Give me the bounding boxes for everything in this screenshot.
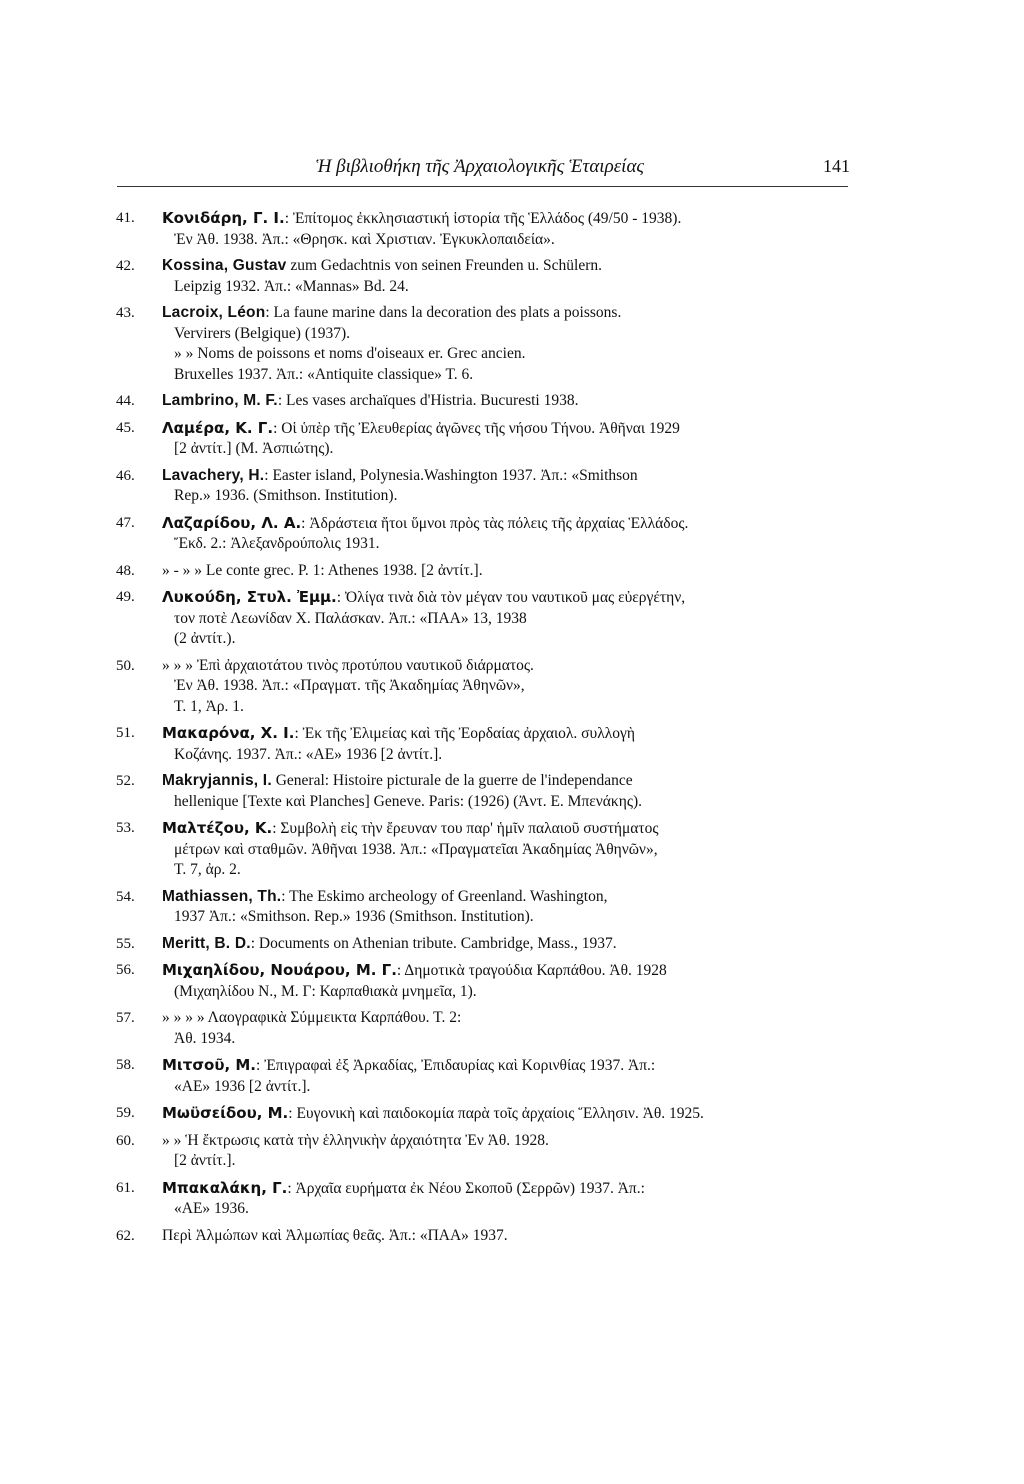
entry-text: τον ποτὲ Λεωνίδαν Χ. Παλάσκαν. Ἀπ.: «ΠΑΑ» 13, 1938 <box>174 609 527 627</box>
entry-first-line <box>116 1055 856 1077</box>
entry-text: » » Ἡ ἔκτρωσις κατὰ τὴν ἑλληνικὴν ἀρχαιότητα Ἐν Ἀθ. 1928. <box>162 1131 549 1149</box>
entry-author: Μακαρόνα, Χ. Ι. <box>162 724 295 742</box>
bibliography-entry <box>116 513 856 555</box>
bibliography-entry <box>116 208 856 250</box>
entry-text: : La faune marine dans la decoration des plats a poissons. <box>265 304 622 321</box>
entry-continuation-line <box>116 697 856 718</box>
entry-author: Λαμέρα, Κ. Γ. <box>162 418 274 437</box>
entry-text: «ΑΕ» 1936. <box>174 1200 249 1217</box>
entry-first-line <box>116 934 856 955</box>
entry-number: 48. <box>116 562 135 579</box>
entry-first-line <box>116 818 856 840</box>
entry-number: 41. <box>116 210 135 226</box>
entry-text: : Documents on Athenian tribute. Cambridge, Mass., 1937. <box>250 934 617 952</box>
entry-continuation-line <box>116 609 856 630</box>
entry-continuation-line <box>116 745 856 766</box>
entry-text: : Ἐκ τῆς Ἐλιμείας καὶ τῆς Ἐορδαίας ἀρχαιολ. συλλογὴ <box>294 725 635 742</box>
entry-text: » » » Ἐπὶ ἀρχαιοτάτου τινὸς προτύπου ναυτικοῦ διάρματος. <box>162 656 534 674</box>
entry-first-line <box>116 1131 856 1152</box>
entry-author: Makryjannis, I. <box>162 772 272 789</box>
bibliography-entry <box>116 256 856 297</box>
entry-text: : Δημοτικὰ τραγούδια Καρπάθου. Ἀθ. 1928 <box>396 962 667 979</box>
entry-text: [2 ἀντίτ.] (Μ. Ἀσπιώτης). <box>174 440 334 457</box>
entry-number: 58. <box>116 1057 135 1073</box>
entry-first-line <box>116 1103 856 1125</box>
bibliography-entry <box>116 303 856 385</box>
entry-text: Ἀθ. 1934. <box>174 1029 236 1047</box>
entry-continuation-line <box>116 1077 856 1098</box>
entry-text: : Les vases archaïques d'Histria. Bucuresti 1938. <box>277 392 579 409</box>
entry-text: Κοζάνης. 1937. Ἀπ.: «ΑΕ» 1936 [2 ἀντίτ.]. <box>174 745 443 763</box>
bibliography-entry <box>116 818 856 881</box>
entry-number: 51. <box>116 725 135 741</box>
entry-text: zum Gedachtnis von seinen Freunden u. Schülern. <box>286 257 602 274</box>
entry-first-line <box>116 656 856 677</box>
bibliography-entry <box>116 391 856 412</box>
bibliography-entry <box>116 1055 856 1097</box>
entry-number: 50. <box>116 657 135 674</box>
entry-first-line <box>116 723 856 745</box>
entry-continuation-line <box>116 629 856 650</box>
entry-author: Lacroix, Léon <box>162 304 266 321</box>
entry-first-line <box>116 887 856 908</box>
entry-continuation-line <box>116 907 856 928</box>
entry-text: «ΑΕ» 1936 [2 ἀντίτ.]. <box>174 1077 311 1095</box>
entry-text: : Easter island, Polynesia.Washington 1937. Ἀπ.: «Smithson <box>264 466 638 484</box>
entry-text: : Ευγονικὴ καὶ παιδοκομία παρὰ τοῖς ἀρχαίοις Ἕλλησιν. Ἀθ. 1925. <box>288 1105 704 1122</box>
entry-number: 57. <box>116 1010 135 1026</box>
entry-number: 52. <box>116 773 135 789</box>
entry-number: 53. <box>116 820 135 836</box>
entry-text: Τ. 7, ἀρ. 2. <box>174 861 241 878</box>
entry-text: (Μιχαηλίδου Ν., Μ. Γ: Καρπαθιακὰ μνημεῖα, 1). <box>174 982 477 1000</box>
bibliography-entry <box>116 723 856 765</box>
bibliography-entry <box>116 1178 856 1220</box>
entry-text: Περὶ Ἀλμώπων καὶ Ἀλμωπίας θεᾶς. Ἀπ.: «ΠΑΑ» 1937. <box>162 1226 508 1244</box>
entry-text: Ἔκδ. 2.: Ἀλεξανδρούπολις 1931. <box>174 535 380 552</box>
entry-text: hellenique [Texte καὶ Planches] Geneve. Paris: (1926) (Ἀντ. Ε. Μπενάκης). <box>174 792 643 810</box>
entry-continuation-line <box>116 982 856 1003</box>
bibliography-entry <box>116 1103 856 1125</box>
entry-number: 43. <box>116 305 135 321</box>
entry-continuation-line <box>116 1199 856 1220</box>
entry-number: 49. <box>116 589 135 605</box>
entry-text: : Ἐπιγραφαὶ ἐξ Ἀρκαδίας, Ἐπιδαυρίας καὶ Κορινθίας 1937. Ἀπ.: <box>256 1057 656 1074</box>
entry-first-line <box>116 513 856 535</box>
entry-first-line <box>116 1226 856 1247</box>
entry-text: : Ὀλίγα τινὰ διὰ τὸν μέγαν του ναυτικοῦ μας εὐεργέτην, <box>336 589 686 606</box>
entry-continuation-line <box>116 1029 856 1050</box>
entry-text: Rep.» 1936. (Smithson. Institution). <box>174 487 398 504</box>
entry-continuation-line <box>116 860 856 881</box>
entry-number: 59. <box>116 1105 135 1121</box>
entry-text: : Συμβολὴ εἰς τὴν ἔρευναν του παρ' ἡμῖν παλαιοῦ συστήματος <box>272 820 659 837</box>
entry-text: Τ. 1, Ἀρ. 1. <box>174 697 244 715</box>
bibliography-entry <box>116 1226 856 1247</box>
entry-text: » » » » Λαογραφικὰ Σύμμεικτα Καρπάθου. Τ. 2: <box>162 1009 462 1026</box>
entry-continuation-line <box>116 439 856 460</box>
entry-author: Μιτσοῦ, Μ. <box>162 1056 257 1074</box>
entry-author: Lambrino, M. F. <box>162 392 278 409</box>
entry-text: : Ἀρχαῖα ευρήματα ἐκ Νέου Σκοποῦ (Σερρῶν) 1937. Ἀπ.: <box>287 1179 645 1197</box>
bibliography-entry <box>116 934 856 955</box>
entry-first-line <box>116 466 856 487</box>
entry-number: 42. <box>116 258 135 274</box>
entry-author: Μπακαλάκη, Γ. <box>162 1178 288 1197</box>
bibliography-list <box>116 208 856 1252</box>
bibliography-entry <box>116 887 856 928</box>
entry-number: 45. <box>116 419 135 436</box>
entry-text: Leipzig 1932. Ἀπ.: «Mannas» Bd. 24. <box>174 277 409 295</box>
running-header: Ἡ βιβλιοθήκη τῆς Ἀρχαιολογικῆς Ἑταιρείας <box>315 156 645 177</box>
entry-continuation-line <box>116 534 856 555</box>
entry-continuation-line <box>116 792 856 813</box>
entry-text: General: Histoire picturale de la guerre de l'independance <box>271 772 633 789</box>
entry-first-line <box>116 1008 856 1029</box>
entry-first-line <box>116 587 856 609</box>
entry-author: Meritt, B. D. <box>162 934 251 952</box>
bibliography-entry <box>116 418 856 460</box>
bibliography-entry <box>116 587 856 650</box>
entry-number: 60. <box>116 1132 135 1149</box>
entry-text: Bruxelles 1937. Ἀπ.: «Antiquite classique» T. 6. <box>174 365 474 383</box>
entry-text: [2 ἀντίτ.]. <box>174 1152 236 1169</box>
entry-first-line <box>116 771 856 792</box>
entry-author: Μαλτέζου, Κ. <box>162 819 273 837</box>
bibliography-entry <box>116 561 856 582</box>
entry-first-line <box>116 418 856 440</box>
entry-author: Μωϋσείδου, Μ. <box>162 1104 289 1122</box>
entry-first-line <box>116 256 856 277</box>
bibliography-entry <box>116 656 856 718</box>
entry-text: : Ἐπίτομος ἐκκλησιαστική ἱστορία τῆς Ἑλλάδος (49/50 - 1938). <box>284 210 682 227</box>
entry-author: Λαζαρίδου, Λ. Α. <box>162 513 302 532</box>
header-rule <box>117 186 848 187</box>
bibliography-entry <box>116 771 856 812</box>
entry-continuation-line <box>116 676 856 697</box>
entry-continuation-line <box>116 486 856 507</box>
entry-first-line <box>116 391 856 412</box>
entry-number: 44. <box>116 393 135 409</box>
entry-first-line <box>116 1178 856 1200</box>
bibliography-entry <box>116 960 856 1002</box>
entry-first-line <box>116 561 856 582</box>
entry-author: Mathiassen, Th. <box>162 887 282 905</box>
entry-text: Vervirers (Belgique) (1937). <box>174 324 351 342</box>
entry-number: 46. <box>116 467 135 484</box>
entry-text: Ἐν Ἀθ. 1938. Ἀπ.: «Θρησκ. καὶ Χριστιαν. Ἐγκυκλοπαιδεία». <box>174 230 555 248</box>
entry-text: (2 ἀντίτ.). <box>174 630 236 647</box>
bibliography-entry <box>116 1008 856 1049</box>
bibliography-entry <box>116 1131 856 1172</box>
entry-author: Λυκούδη, Στυλ. Ἐμμ. <box>162 588 337 606</box>
entry-author: Μιχαηλίδου, Νουάρου, Μ. Γ. <box>162 961 397 979</box>
entry-continuation-line <box>116 277 856 298</box>
entry-number: 56. <box>116 962 135 978</box>
entry-text: Ἐν Ἀθ. 1938. Ἀπ.: «Πραγματ. τῆς Ἀκαδημίας Ἀθηνῶν», <box>174 677 525 694</box>
entry-continuation-line <box>116 365 856 386</box>
entry-number: 61. <box>116 1179 135 1196</box>
entry-text: μέτρων καὶ σταθμῶν. Ἀθῆναι 1938. Ἀπ.: «Πραγματεῖαι Ἀκαδημίας Ἀθηνῶν», <box>174 840 658 858</box>
entry-continuation-line <box>116 840 856 861</box>
entry-author: Κονιδάρη, Γ. Ι. <box>162 209 285 227</box>
entry-continuation-line <box>116 1151 856 1172</box>
entry-continuation-line <box>116 344 856 365</box>
page-number: 141 <box>823 156 850 176</box>
entry-first-line <box>116 303 856 324</box>
entry-text: » - » » Le conte grec. P. 1: Athenes 1938. [2 ἀντίτ.]. <box>162 561 483 579</box>
entry-first-line <box>116 960 856 982</box>
bibliography-entry <box>116 466 856 507</box>
entry-text: : Οἱ ὑπὲρ τῆς Ἐλευθερίας ἀγῶνες τῆς νήσου Τήνου. Ἀθῆναι 1929 <box>273 419 680 437</box>
entry-number: 55. <box>116 935 135 952</box>
entry-continuation-line <box>116 324 856 345</box>
entry-continuation-line <box>116 230 856 251</box>
entry-author: Lavachery, H. <box>162 466 265 484</box>
entry-author: Kossina, Gustav <box>162 257 287 274</box>
entry-first-line <box>116 208 856 230</box>
entry-text: : Ἀδράστεια ἤτοι ὕμνοι πρὸς τὰς πόλεις τῆς ἀρχαίας Ἑλλάδος. <box>301 514 689 532</box>
entry-text: : The Eskimo archeology of Greenland. Washington, <box>281 887 608 905</box>
entry-number: 54. <box>116 888 135 905</box>
entry-number: 47. <box>116 514 135 531</box>
entry-text: » » Noms de poissons et noms d'oiseaux er. Grec ancien. <box>174 345 526 362</box>
entry-number: 62. <box>116 1227 135 1244</box>
entry-text: 1937 Ἀπ.: «Smithson. Rep.» 1936 (Smithson. Institution). <box>174 908 534 925</box>
